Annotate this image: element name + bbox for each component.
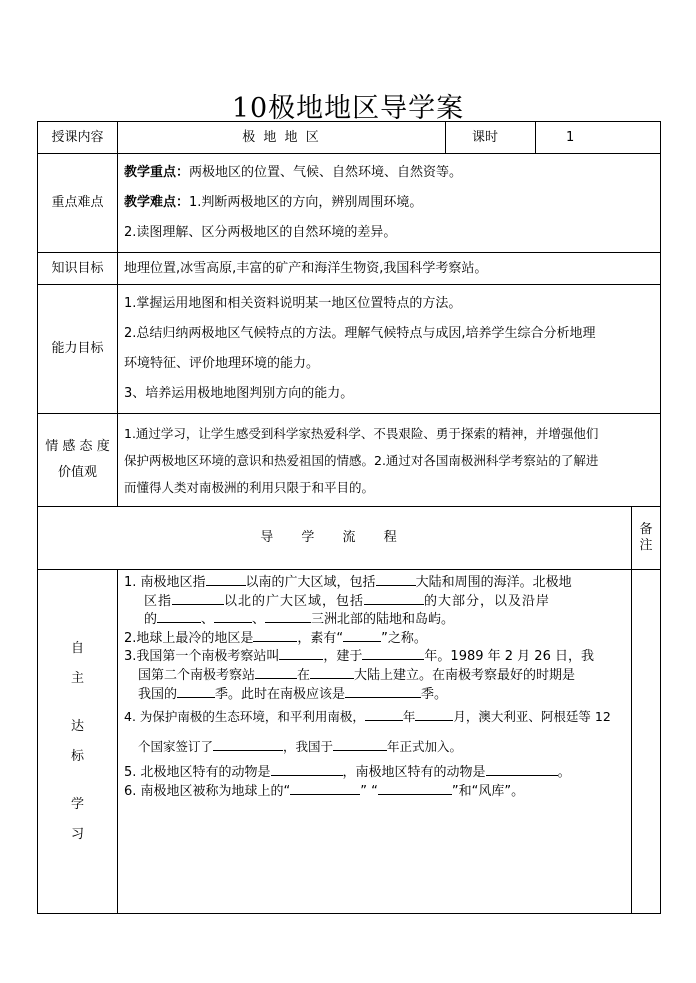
knowledge-row [38,253,661,285]
difficulty-1: 1.判断两极地区的方向，辨别周围环境。 [189,195,423,210]
question-4-line-2: 个国家签订了 ，我国于 年正式加入。 [138,739,463,755]
flow-row [38,507,661,570]
emotion-cell [118,414,661,507]
lesson-plan-table [37,121,661,914]
emotion-line-2: 保护两极地区环境的意识和热爱祖国的情感。2.通过对各国南极洲科学考察站的了解进 [124,452,599,468]
focus-line [124,158,654,188]
ability-line-1: 1.掌握运用地图和相关资料说明某一地区位置特点的方法。 [124,296,462,311]
answer-blank[interactable] [279,646,323,660]
page-title: 10极地地区导学案 [231,93,465,124]
answer-blank[interactable] [172,591,224,605]
label-char-1: 自 [70,640,84,656]
answer-blank[interactable] [177,684,215,698]
answer-blank[interactable] [290,781,360,795]
question-3-line-2: 国第二个南极考察站 在 大陆上建立。在南极考察最好的时期是 [124,665,627,684]
label-key-points: 重点难点 [38,154,118,253]
lesson-content: 极 地 地 区 [118,122,446,154]
answer-blank[interactable] [206,572,246,586]
label-knowledge: 知识目标 [38,253,118,285]
difficulty-line [124,188,654,218]
question-2: 2.地球上最冷的地区是 ，素有“ ”之称。 [124,628,627,647]
ability-cell [118,285,661,414]
question-1-line-3: 的 、 、 三洲北部的陆地和岛屿。 [124,609,627,628]
questions-cell [118,570,632,914]
answer-blank[interactable] [213,738,283,752]
answer-blank[interactable] [345,684,421,698]
question-3-line-1: 3.我国第一个南极考察站叫 ，建于 年。1989 年 2 月 26 日，我 [124,646,627,665]
answer-blank[interactable] [415,708,453,722]
label-char-6: 习 [70,826,84,842]
header-row [38,122,661,154]
answer-blank[interactable] [310,665,354,679]
answer-blank[interactable] [265,609,311,623]
emotion-row [38,414,661,507]
label-char-2: 主 [70,670,84,686]
answer-blank[interactable] [376,572,416,586]
difficulty-2: 2.读图理解、区分两极地区的自然环境的差异。 [124,225,397,240]
answer-blank[interactable] [333,738,387,752]
label-char-5: 学 [70,796,84,812]
question-6: 6. 南极地区被称为地球上的“ ” “ ”和“风库”。 [124,781,627,800]
label-content: 授课内容 [38,122,118,154]
answer-blank[interactable] [486,762,558,776]
self-study-row [38,570,661,914]
label-self-study [38,570,118,914]
difficulty-label: 教学难点： [124,195,190,210]
focus-label: 教学重点： [124,165,190,180]
answer-blank[interactable] [214,609,252,623]
key-points-cell [118,154,661,253]
remark-char-2: 注 [639,538,653,553]
ability-line-4: 3、培养运用极地地图判别方向的能力。 [124,386,354,401]
question-3-line-3: 我国的 季。此时在南极应该是 季。 [124,684,627,703]
period-value: 1 [536,122,661,154]
label-emotion-2: 价值观 [57,465,97,480]
answer-blank[interactable] [364,591,424,605]
answer-blank[interactable] [343,628,381,642]
emotion-line-3: 而懂得人类对南极洲的利用只限于和平目的。 [124,479,375,495]
label-emotion [38,414,118,507]
label-ability: 能力目标 [38,285,118,414]
emotion-line-1: 1.通过学习，让学生感受到科学家热爱科学、不畏艰险、勇于探索的精神，并增强他们 [124,425,599,441]
remark-header [632,507,661,570]
remark-cell [632,570,661,914]
question-1-line-2: 区指 以北的广大区域，包括 的大部分，以及沿岸 [124,591,627,610]
ability-line-3: 环境特征、评价地理环境的能力。 [124,356,320,371]
label-char-3: 达 [70,718,84,734]
answer-blank[interactable] [157,609,201,623]
question-1-line-1: 1. 南极地区指 以南的广大区域，包括 大陆和周围的海洋。北极地 [124,572,627,591]
answer-blank[interactable] [378,781,452,795]
answer-blank[interactable] [253,628,297,642]
question-4-line-1: 4. 为保护南极的生态环境，和平利用南极， 年 月，澳大利亚、阿根廷等 12 [124,709,611,725]
remark-char-1: 备 [639,522,653,538]
answer-blank[interactable] [271,762,343,776]
ability-line-2: 2.总结归纳两极地区气候特点的方法。理解气候特点与成因,培养学生综合分析地理 [124,326,596,341]
key-points-row [38,154,661,253]
label-period: 课时 [446,122,536,154]
knowledge-text: 地理位置,冰雪高原,丰富的矿产和海洋生物资,我国科学考察站。 [118,253,661,285]
label-char-4: 标 [70,748,84,764]
ability-row [38,285,661,414]
answer-blank[interactable] [255,665,297,679]
flow-title: 导 学 流 程 [38,507,632,570]
focus-text: 两极地区的位置、气候、自然环境、自然资等。 [189,165,463,180]
label-emotion-1: 情 感 态 度 [45,439,110,454]
answer-blank[interactable] [362,646,424,660]
answer-blank[interactable] [365,708,403,722]
question-5: 5. 北极地区特有的动物是 ，南极地区特有的动物是 。 [124,762,627,781]
